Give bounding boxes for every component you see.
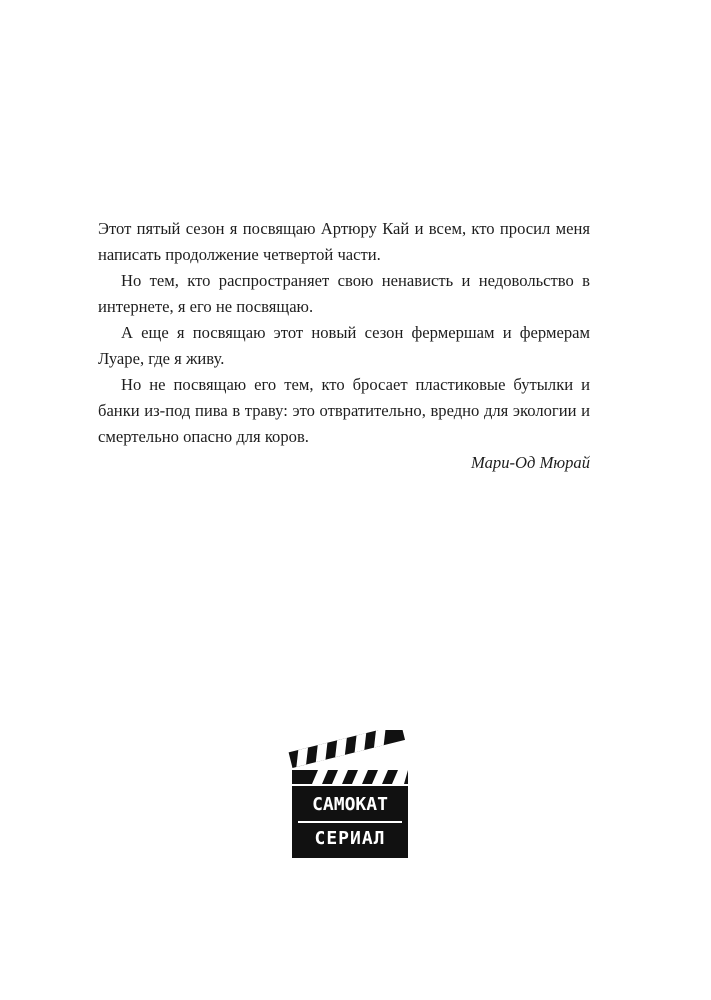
- publisher-logo: [288, 730, 412, 860]
- dedication-paragraph-1: Этот пятый сезон я посвящаю Артюру Кай и всем, кто просил меня написать продолжение четвертой части.: [98, 219, 590, 264]
- dedication-paragraph-4: Но не посвящаю его тем, кто бросает пластиковые бутылки и банки из-под пива в траву: это отвратительно, вредно для экологии и смертельно опасно для коров.: [98, 375, 590, 446]
- dedication-block: [98, 216, 590, 476]
- logo-text-line-2: СЕРИАЛ: [314, 828, 386, 849]
- author-signature: Мари-Од Мюрай: [471, 453, 590, 472]
- dedication-paragraph-2: Но тем, кто распространяет свою ненависть и недовольство в интернете, я его не посвящаю.: [98, 271, 590, 316]
- logo-text-line-1: САМОКАТ: [312, 794, 388, 815]
- dedication-paragraph-3: А еще я посвящаю этот новый сезон фермершам и фермерам Луаре, где я живу.: [98, 323, 590, 368]
